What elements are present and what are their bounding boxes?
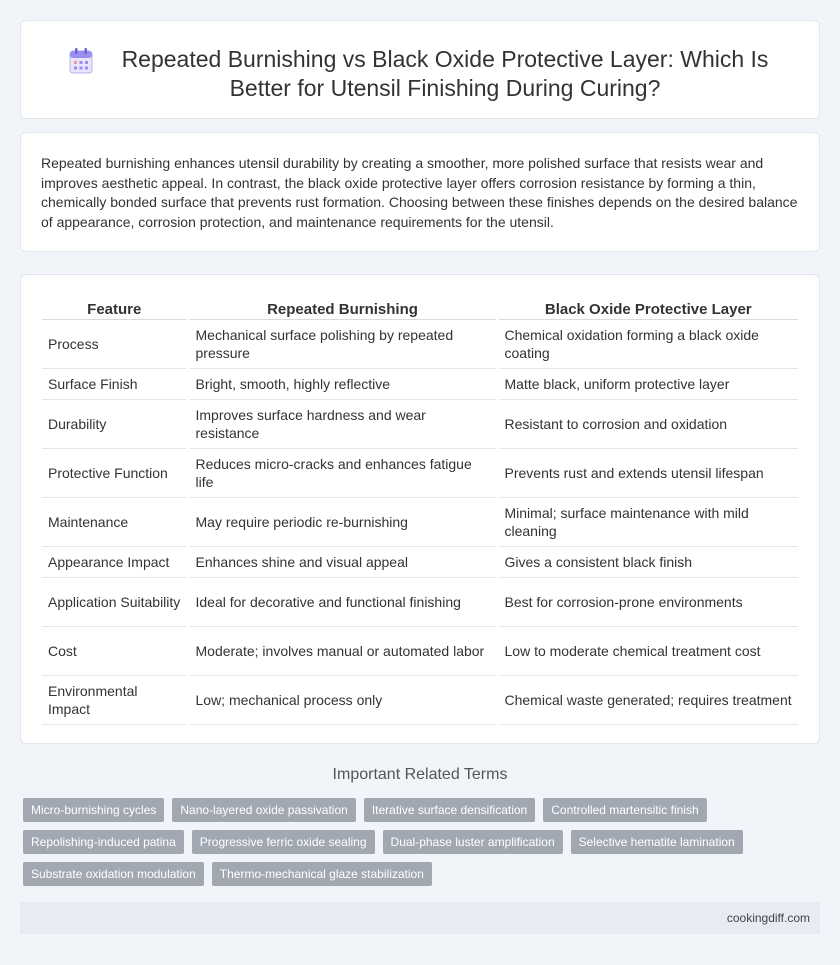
row-black-oxide-value: Chemical waste generated; requires treatment xyxy=(497,675,798,724)
related-term-tag[interactable]: Thermo-mechanical glaze stabilization xyxy=(212,862,432,886)
row-feature: Surface Finish xyxy=(42,368,188,399)
row-black-oxide-value: Gives a consistent black finish xyxy=(497,546,798,577)
row-black-oxide-value: Minimal; surface maintenance with mild cleaning xyxy=(497,497,798,546)
related-term-tag[interactable]: Selective hematite lamination xyxy=(571,830,743,854)
row-feature: Maintenance xyxy=(42,497,188,546)
table-row xyxy=(42,577,798,626)
row-black-oxide-value: Best for corrosion-prone environments xyxy=(497,577,798,626)
row-feature: Application Suitability xyxy=(42,577,188,626)
table-header-row xyxy=(42,295,798,319)
header-feature: Feature xyxy=(42,295,188,319)
table-row xyxy=(42,497,798,546)
row-burnishing-value: Low; mechanical process only xyxy=(188,675,497,724)
header-black-oxide: Black Oxide Protective Layer xyxy=(497,295,798,319)
row-black-oxide-value: Chemical oxidation forming a black oxide coating xyxy=(497,319,798,368)
row-black-oxide-value: Prevents rust and extends utensil lifespan xyxy=(497,448,798,497)
row-burnishing-value: Bright, smooth, highly reflective xyxy=(188,368,497,399)
footer-site-link[interactable]: cookingdiff.com xyxy=(726,911,810,925)
row-burnishing-value: Moderate; involves manual or automated labor xyxy=(188,626,497,675)
table-row xyxy=(42,626,798,675)
table-row xyxy=(42,368,798,399)
row-burnishing-value: Mechanical surface polishing by repeated pressure xyxy=(188,319,497,368)
row-black-oxide-value: Resistant to corrosion and oxidation xyxy=(497,399,798,448)
row-feature: Cost xyxy=(42,626,188,675)
table-row xyxy=(42,546,798,577)
row-feature: Appearance Impact xyxy=(42,546,188,577)
related-term-tag[interactable]: Nano-layered oxide passivation xyxy=(172,798,355,822)
related-term-tag[interactable]: Controlled martensitic finish xyxy=(543,798,706,822)
related-terms-heading: Important Related Terms xyxy=(332,766,508,783)
related-term-tag[interactable]: Progressive ferric oxide sealing xyxy=(192,830,375,854)
row-black-oxide-value: Low to moderate chemical treatment cost xyxy=(497,626,798,675)
row-feature: Durability xyxy=(42,399,188,448)
comparison-card xyxy=(20,274,820,744)
row-feature: Environmental Impact xyxy=(42,675,188,724)
row-black-oxide-value: Matte black, uniform protective layer xyxy=(497,368,798,399)
row-feature: Protective Function xyxy=(42,448,188,497)
row-burnishing-value: Enhances shine and visual appeal xyxy=(188,546,497,577)
table-row xyxy=(42,319,798,368)
related-terms-list xyxy=(23,798,823,894)
row-burnishing-value: May require periodic re-burnishing xyxy=(188,497,497,546)
tag-row xyxy=(23,830,823,854)
header-repeated-burnishing: Repeated Burnishing xyxy=(188,295,497,319)
title-card xyxy=(20,20,820,119)
related-term-tag[interactable]: Micro-burnishing cycles xyxy=(23,798,164,822)
footer-bar xyxy=(20,902,820,934)
intro-paragraph: Repeated burnishing enhances utensil durability by creating a smoother, more polished surface that resists wear and improves aesthetic appeal. In contrast, the black oxide protective layer offers corrosion resistance by forming a thin, chemically bonded surface that prevents rust formation. Choosing between these finishes depends on the desired balance of appearance, corrosion protection, and maintenance requirements for the utensil. xyxy=(41,155,798,230)
related-term-tag[interactable]: Dual-phase luster amplification xyxy=(383,830,563,854)
related-term-tag[interactable]: Substrate oxidation modulation xyxy=(23,862,204,886)
related-term-tag[interactable]: Iterative surface densification xyxy=(364,798,535,822)
row-burnishing-value: Improves surface hardness and wear resistance xyxy=(188,399,497,448)
table-row xyxy=(42,399,798,448)
related-term-tag[interactable]: Repolishing-induced patina xyxy=(23,830,184,854)
table-row xyxy=(42,448,798,497)
tag-row xyxy=(23,862,823,886)
table-row xyxy=(42,675,798,724)
page-title: Repeated Burnishing vs Black Oxide Protective Layer: Which Is Better for Utensil Finishing During Curing? xyxy=(121,46,769,101)
comparison-table xyxy=(42,295,798,725)
intro-card xyxy=(20,132,820,252)
tag-row xyxy=(23,798,823,822)
row-burnishing-value: Ideal for decorative and functional finishing xyxy=(188,577,497,626)
row-feature: Process xyxy=(42,319,188,368)
row-burnishing-value: Reduces micro-cracks and enhances fatigue life xyxy=(188,448,497,497)
